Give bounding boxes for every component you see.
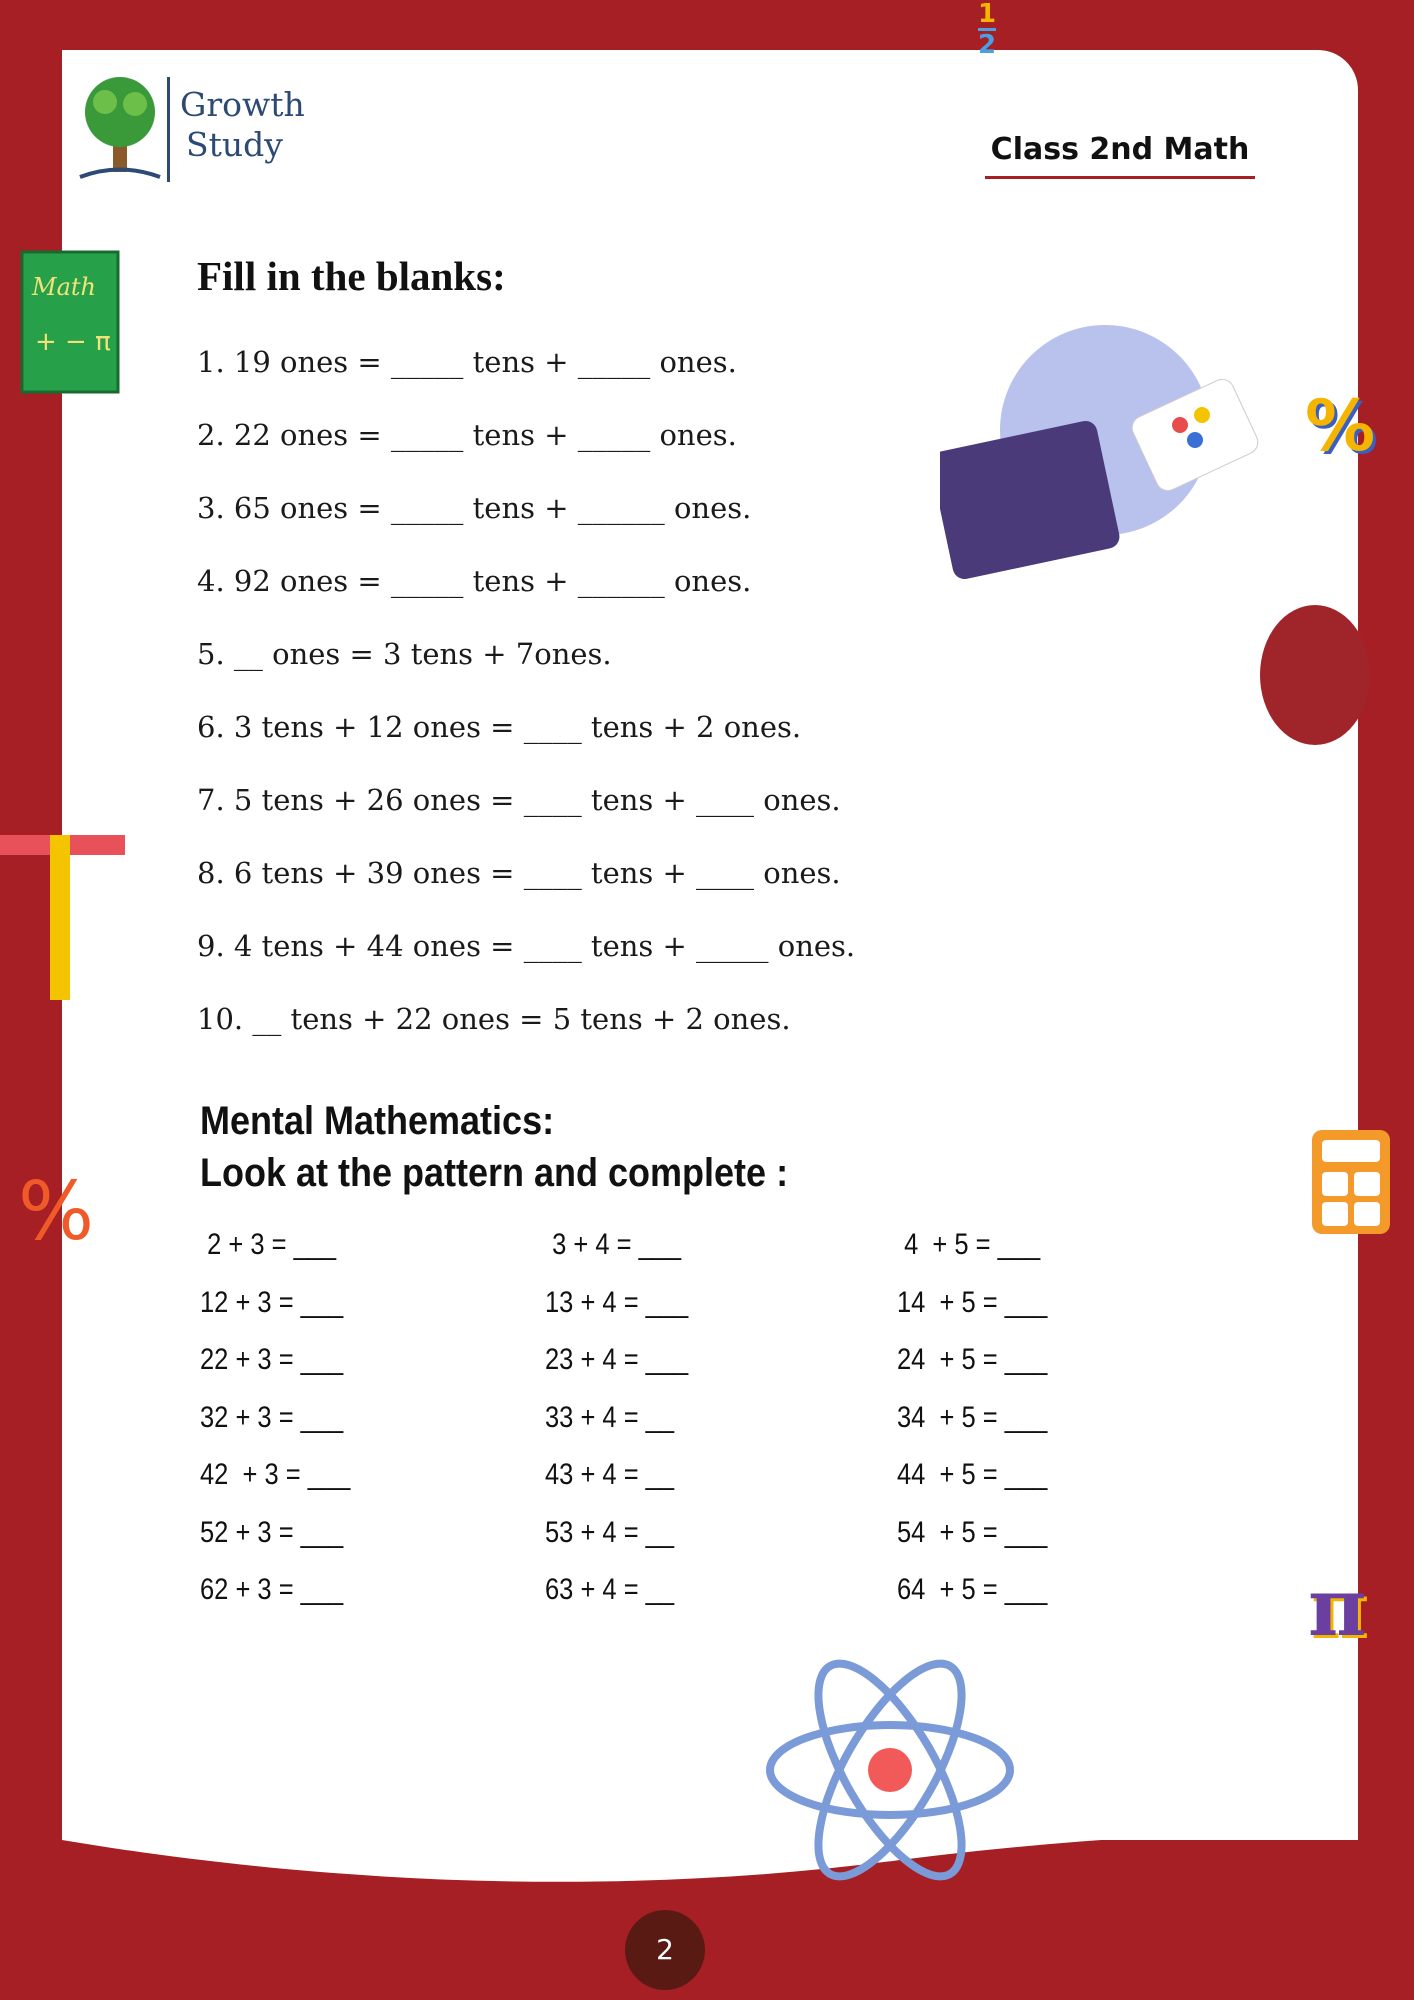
mental-math-heading [200,1095,788,1199]
pattern-problem: 44 + 5 = ___ [897,1458,1048,1491]
math-book-icon [20,250,122,395]
pi-icon: π [1308,1560,1367,1654]
pattern-problem: 13 + 4 = ___ [545,1285,689,1319]
art-supplies-illustration [940,315,1260,595]
question-item: 5. __ ones = 3 tens + 7ones. [197,637,612,671]
book-label: Math [32,273,96,301]
question-item: 1. 19 ones = _____ tens + _____ ones. [197,345,737,379]
fraction-denominator: 2 [978,30,997,60]
question-item: 10. __ tens + 22 ones = 5 tens + 2 ones. [197,1002,791,1036]
mental-math-title: Mental Mathematics: [200,1099,555,1143]
question-item: 6. 3 tens + 12 ones = ____ tens + 2 ones. [197,710,802,744]
pattern-problem: 22 + 3 = ___ [200,1343,344,1376]
pattern-problem: 2 + 3 = ___ [200,1228,337,1261]
pattern-problem: 3 + 4 = ___ [545,1228,682,1261]
pinecone-icon [1250,600,1380,750]
pattern-problem: 53 + 4 = __ [545,1515,675,1549]
pattern-problem: 33 + 4 = __ [545,1400,675,1434]
fill-blanks-list [197,338,855,1068]
logo-line1: Growth [180,85,305,124]
pattern-problem: 34 + 5 = ___ [897,1400,1048,1434]
question-item: 2. 22 ones = _____ tens + _____ ones. [197,418,737,452]
percent-icon: % [18,1165,95,1258]
pattern-problem: 43 + 4 = __ [545,1458,675,1491]
question-item: 9. 4 tens + 44 ones = ____ tens + _____ ones. [197,929,856,963]
fraction-numerator: 1 [978,0,997,29]
svg-text:+ − π: + − π [35,327,111,357]
atom-icon [760,1650,1020,1890]
pattern-problem: 4 + 5 = ___ [897,1228,1041,1261]
logo-text [180,85,305,165]
ruler-icon [0,835,125,1000]
calculator-icon [1310,1128,1392,1236]
bottom-wave-border [0,1840,1414,2000]
question-item: 3. 65 ones = _____ tens + ______ ones. [197,491,752,525]
pattern-problem: 12 + 3 = ___ [200,1285,344,1319]
pattern-problem: 32 + 3 = ___ [200,1400,344,1434]
pattern-problem: 14 + 5 = ___ [897,1285,1048,1319]
pattern-problem: 62 + 3 = ___ [200,1573,344,1606]
pattern-problem: 64 + 5 = ___ [897,1573,1048,1606]
logo-line2: Study [186,125,283,164]
percent-icon-right: % [1305,385,1376,467]
fraction-icon [978,0,996,59]
pattern-problem: 24 + 5 = ___ [897,1343,1048,1376]
pattern-problem: 63 + 4 = __ [545,1573,675,1606]
mental-math-instruction: Look at the pattern and complete : [200,1151,789,1195]
question-item: 8. 6 tens + 39 ones = ____ tens + ____ ones. [197,856,841,890]
class-title: Class 2nd Math [990,132,1250,167]
page-number: 2 [625,1910,705,1990]
pattern-problem: 54 + 5 = ___ [897,1515,1048,1549]
pattern-grid [200,1222,1197,1625]
title-underline [985,176,1255,179]
question-item: 7. 5 tens + 26 ones = ____ tens + ____ ones. [197,783,841,817]
pattern-problem: 23 + 4 = ___ [545,1343,689,1376]
question-item: 4. 92 ones = _____ tens + ______ ones. [197,564,752,598]
pattern-problem: 42 + 3 = ___ [200,1458,351,1491]
fill-blanks-heading: Fill in the blanks: [197,253,506,299]
pattern-problem: 52 + 3 = ___ [200,1515,344,1549]
